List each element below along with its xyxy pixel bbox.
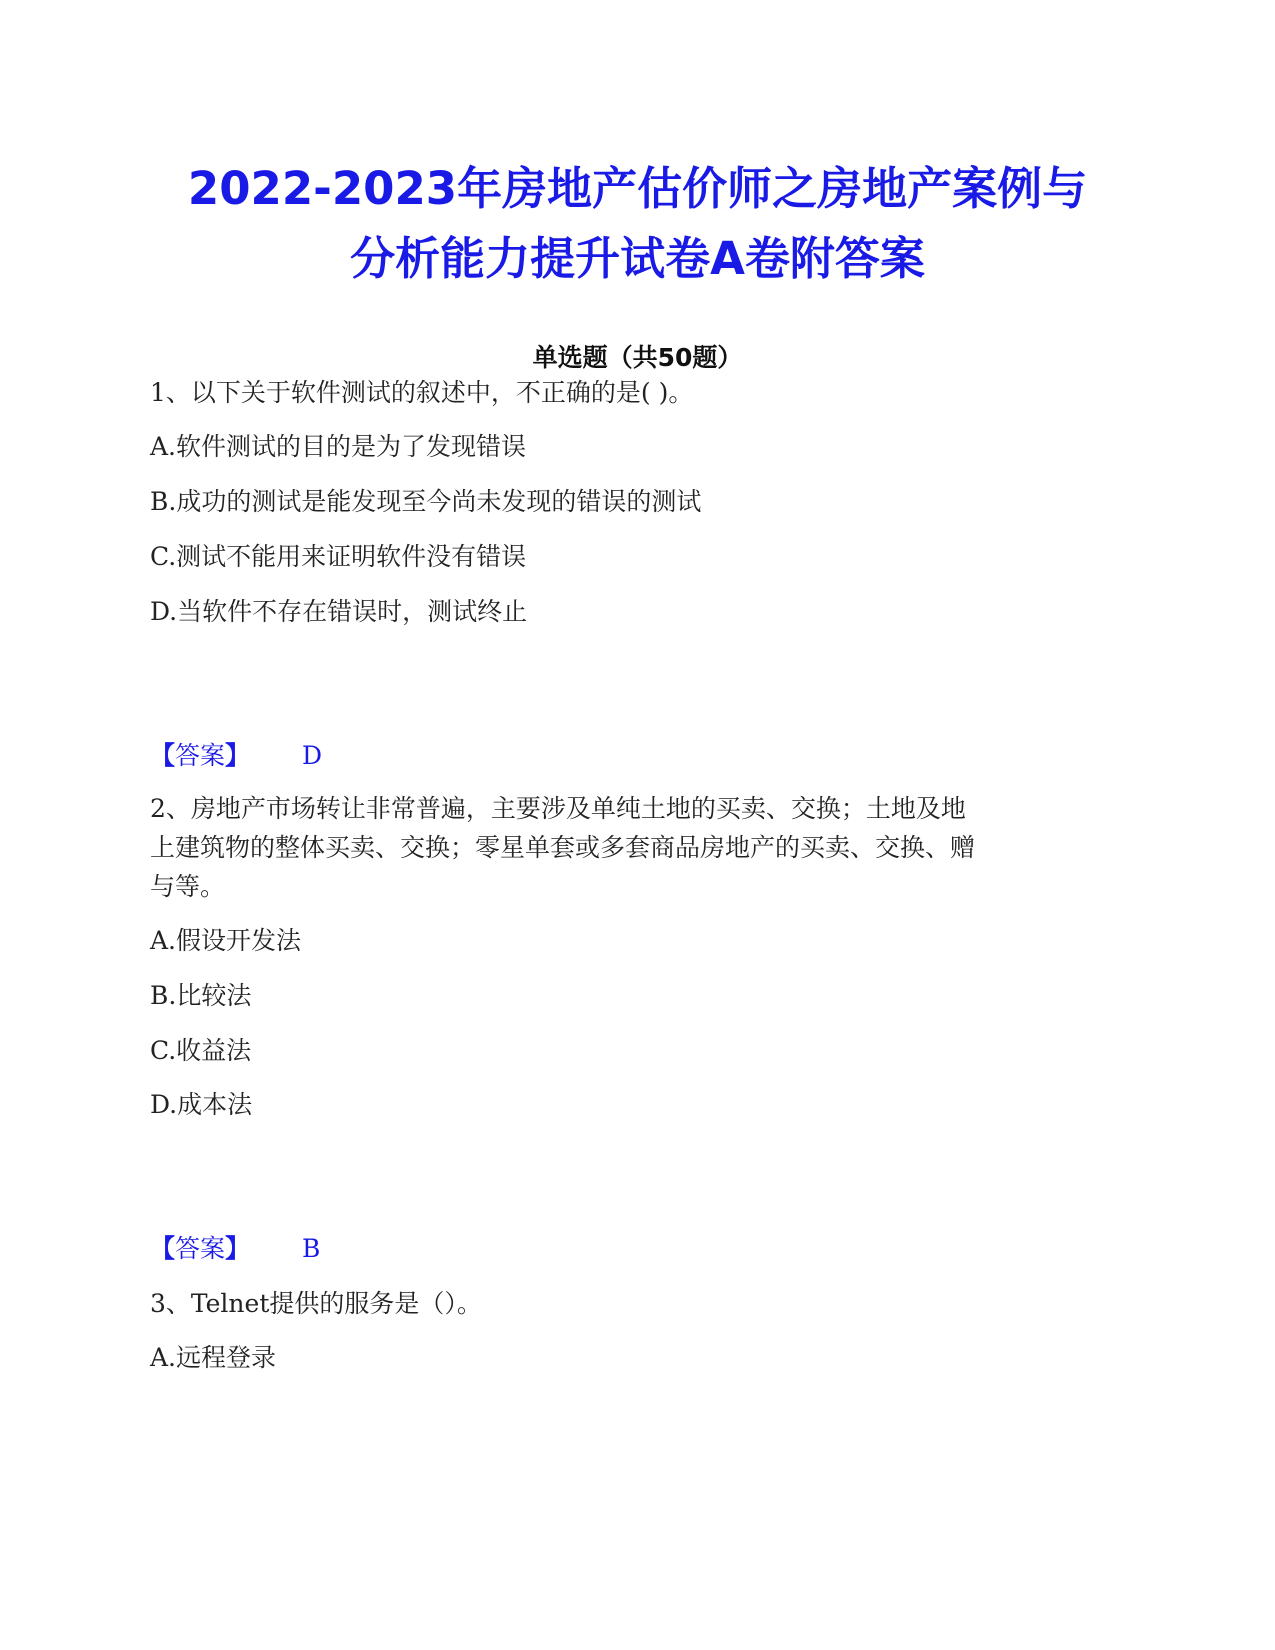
question-1-option-a: A.软件测试的目的是为了发现错误	[150, 432, 527, 461]
section-heading: 单选题（共50题）	[532, 343, 743, 372]
question-2-stem-line-2: 上建筑物的整体买卖、交换；零星单套或多套商品房地产的买卖、交换、赠	[150, 833, 976, 862]
question-1-stem: 1、以下关于软件测试的叙述中，不正确的是( )。	[150, 378, 694, 407]
question-1-answer	[150, 741, 322, 771]
answer-value: D	[302, 741, 323, 770]
question-2-stem-line-1: 2、房地产市场转让非常普遍，主要涉及单纯土地的买卖、交换；土地及地	[150, 794, 966, 823]
question-1-option-c: C.测试不能用来证明软件没有错误	[150, 542, 527, 571]
answer-bracket-close: 】	[225, 741, 251, 770]
question-2-option-a: A.假设开发法	[150, 926, 302, 955]
question-2-answer	[150, 1234, 320, 1264]
document-title-line-1: 2022-2023年房地产估价师之房地产案例与	[187, 162, 1088, 215]
question-3-stem: 3、Telnet提供的服务是（）。	[150, 1289, 482, 1318]
question-2-stem-line-3: 与等。	[150, 872, 226, 901]
answer-value: B	[302, 1234, 321, 1263]
answer-bracket-open: 【	[150, 1234, 176, 1263]
answer-bracket-open: 【	[150, 741, 176, 770]
question-1-option-b: B.成功的测试是能发现至今尚未发现的错误的测试	[150, 487, 702, 516]
answer-bracket-close: 】	[225, 1234, 251, 1263]
question-2-option-d: D.成本法	[150, 1090, 253, 1119]
question-1-option-d: D.当软件不存在错误时，测试终止	[150, 597, 528, 626]
question-3-option-a: A.远程登录	[150, 1343, 277, 1372]
answer-label: 答案	[175, 741, 226, 770]
document-title-line-2: 分析能力提升试卷A卷附答案	[350, 232, 925, 285]
question-2-option-c: C.收益法	[150, 1036, 252, 1065]
question-2-option-b: B.比较法	[150, 981, 252, 1010]
answer-label: 答案	[175, 1234, 226, 1263]
